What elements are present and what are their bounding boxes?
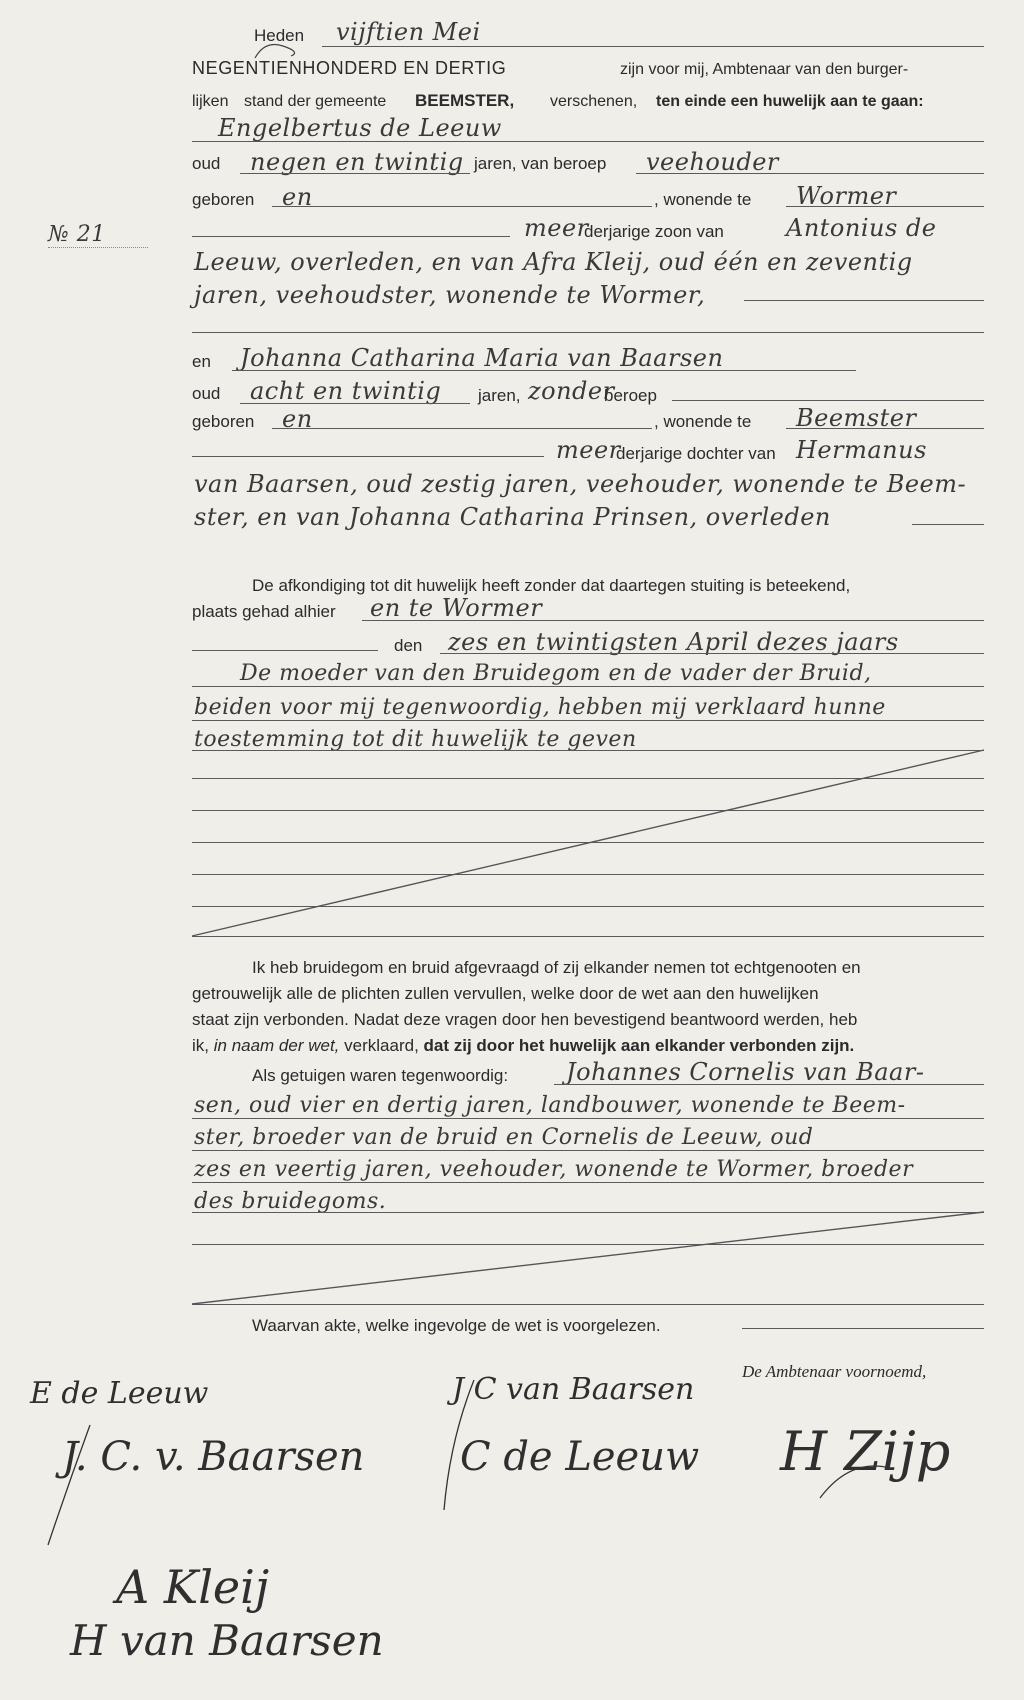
hw-groom-parents-3: jaren, veehoudster, wonende te Wormer, [194, 281, 706, 309]
label-para-3: staat zijn verbonden. Nadat deze vragen door hen bevestigend beantwoord werden, heb [192, 1010, 858, 1029]
hw-bride-parents-3: ster, en van Johanna Catharina Prinsen, overleden [194, 503, 831, 531]
label-jaren-beroep: jaren, van beroep [474, 154, 607, 173]
label-dochter-van: derjarige dochter van [616, 444, 776, 463]
label-afkondiging-2: plaats gehad alhier [192, 602, 336, 621]
hw-bride-parents-2: van Baarsen, oud zestig jaren, veehouder, wonende te Beem- [194, 470, 967, 498]
label-geboren-bride: geboren [192, 412, 255, 431]
diagonal-strike-2 [192, 1212, 984, 1304]
label-verschenen: verschenen, [550, 93, 638, 110]
hw-afk-date: zes en twintigsten April dezes jaars [448, 628, 899, 656]
label-en: en [192, 352, 211, 371]
diagonal-strike-1 [192, 750, 984, 936]
hw-groom-parents-2: Leeuw, overleden, en van Afra Kleij, oud één en zeventig [194, 248, 913, 276]
label-oud-groom: oud [192, 154, 221, 173]
label-stand: stand der gemeente [244, 93, 387, 110]
hw-afk-place: en te Wormer [370, 594, 543, 622]
record-number: № 21 [48, 222, 106, 247]
label-wonende-groom: , wonende te [654, 190, 752, 209]
signature-groom: E de Leeuw [30, 1376, 209, 1411]
hw-bride-birthplace: en [282, 405, 313, 433]
label-para-2: getrouwelijk alle de plichten zullen vervullen, welke door de wet aan den huwelijken [192, 984, 819, 1003]
signature-stroke-left [48, 1425, 90, 1545]
hw-bride-meer: meer [556, 436, 621, 464]
label-lijken: lijken [192, 93, 229, 110]
hw-groom-meer: meer [524, 214, 589, 242]
label-waarvan: Waarvan akte, welke ingevolge de wet is voorgelezen. [252, 1316, 661, 1335]
signature-witness1-top: J C van Baarsen [452, 1372, 695, 1407]
hw-groom-birthplace: en [282, 183, 313, 211]
hw-groom-age: negen en twintig [250, 148, 464, 176]
signature-mother: A Kleij [116, 1560, 270, 1614]
signature-witness1: J. C. v. Baarsen [62, 1434, 365, 1480]
label-gemeente: BEEMSTER, [415, 91, 515, 110]
label-heden: Heden [254, 26, 305, 45]
label-getuigen: Als getuigen waren tegenwoordig: [252, 1066, 509, 1085]
hw-date: vijftien Mei [336, 18, 481, 46]
hw-bride-residence: Beemster [796, 404, 917, 432]
label-afkondiging-1: De afkondiging tot dit huwelijk heeft zonder dat daartegen stuiting is beteekend, [252, 576, 851, 595]
label-zoon-van: derjarige zoon van [584, 222, 724, 241]
signature-stroke-center [444, 1380, 474, 1510]
signature-stroke-registrar [820, 1466, 890, 1498]
hw-bride-age: acht en twintig [250, 377, 442, 405]
hw-witness-2: sen, oud vier en dertig jaren, landbouwer, wonende te Beem- [194, 1093, 906, 1118]
hw-consent-2: beiden voor mij tegenwoordig, hebben mij verklaard hunne [194, 695, 886, 720]
signature-witness2: C de Leeuw [460, 1434, 700, 1480]
hw-witness-3: ster, broeder van de bruid en Cornelis de Leeuw, oud [194, 1125, 814, 1150]
label-ambtenaar: De Ambtenaar voornoemd, [742, 1362, 927, 1381]
hw-groom-parents-1: Antonius de [786, 214, 937, 242]
hw-groom-occupation: veehouder [646, 148, 779, 176]
label-para-4-bold: dat zij door het huwelijk aan elkander verbonden zijn. [423, 1036, 855, 1055]
flourish-lijken [255, 45, 295, 59]
hw-consent-1: De moeder van den Bruidegom en de vader der Bruid, [240, 661, 872, 686]
hw-consent-3: toestemming tot dit huwelijk te geven [194, 727, 637, 752]
hw-bride-parents-1: Hermanus [796, 436, 927, 464]
label-ten-einde: ten einde een huwelijk aan te gaan: [656, 93, 924, 110]
label-geboren-groom: geboren [192, 190, 255, 209]
label-year: NEGENTIENHONDERD EN DERTIG [192, 58, 507, 78]
hw-witness-1: Johannes Cornelis van Baar- [566, 1058, 925, 1086]
label-para-4-ik: ik, [192, 1036, 209, 1055]
signature-father: H van Baarsen [70, 1616, 384, 1665]
hw-witness-5: des bruidegoms. [194, 1189, 387, 1214]
hw-witness-4: zes en veertig jaren, veehouder, wonende te Wormer, broeder [194, 1157, 914, 1182]
hw-groom-name: Engelbertus de Leeuw [218, 114, 502, 142]
hw-bride-zonder: zonder [528, 377, 615, 405]
label-para-4-naam: in naam der wet, [213, 1036, 340, 1055]
label-para-1: Ik heb bruidegom en bruid afgevraagd of zij elkander nemen tot echtgenooten en [252, 958, 861, 977]
hw-bride-name: Johanna Catharina Maria van Baarsen [240, 344, 724, 372]
label-ambtenaar-intro: zijn voor mij, Ambtenaar van den burger- [620, 61, 909, 78]
label-para-4-verklaard: verklaard, [344, 1036, 419, 1055]
label-wonende-bride: , wonende te [654, 412, 752, 431]
label-beroep: beroep [604, 386, 657, 405]
label-oud-bride: oud [192, 384, 221, 403]
label-den: den [394, 636, 423, 655]
signature-registrar: H Zijp [780, 1420, 951, 1483]
label-jaren-bride: jaren, [478, 386, 521, 405]
hw-groom-residence: Wormer [796, 182, 897, 210]
